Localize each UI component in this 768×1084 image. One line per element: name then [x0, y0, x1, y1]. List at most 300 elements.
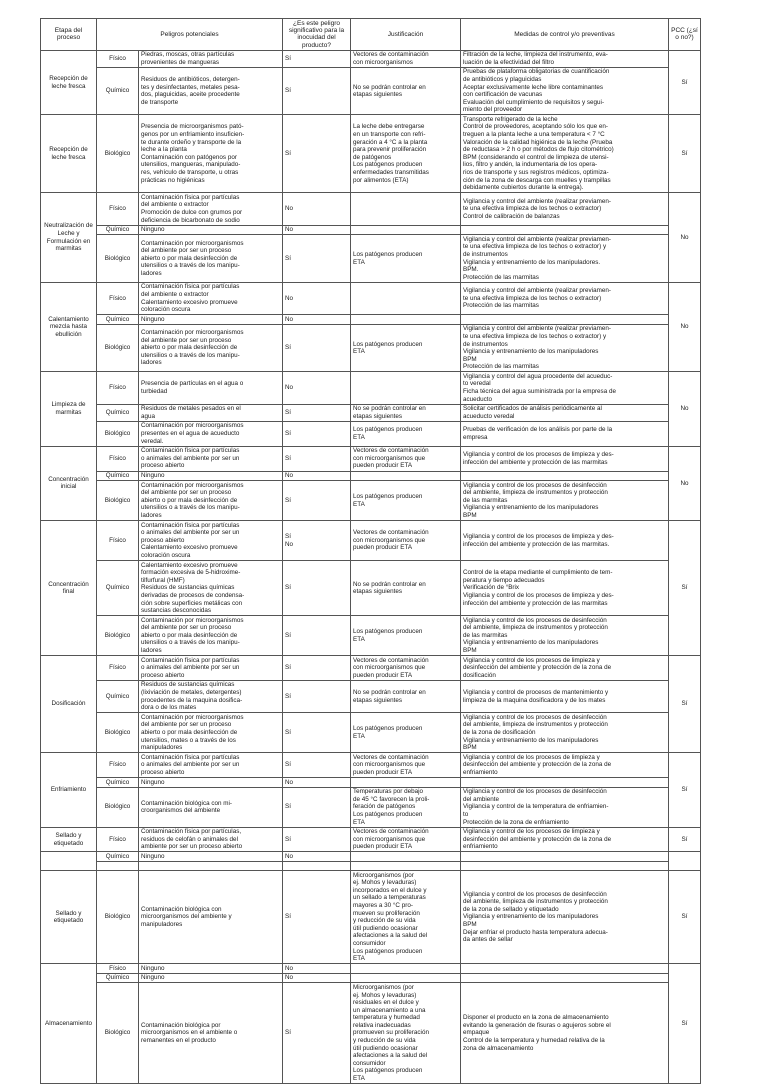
justification-cell-line: promueven su proliferación: [353, 1029, 429, 1037]
hazard-description-cell: [139, 372, 283, 404]
stage-cell: Sellado y etiquetado: [41, 871, 97, 964]
hazard-description-cell-line: Presencia de partículas en el agua o: [141, 380, 244, 388]
hazard-type-cell: Biológico: [97, 983, 139, 1084]
justification-cell-line: No se podrán controlar en: [353, 580, 426, 588]
control-measures-cell-line: BPM (considerando el control de limpieza de utensi-: [463, 153, 609, 161]
hazard-description-cell-line: Contaminación por microorganismos: [141, 239, 244, 247]
hazard-description-cell-line: del ambiente por ser un proceso: [141, 624, 232, 632]
hazard-description-cell-line: Piedras, moscas, otras partículas: [141, 51, 235, 59]
control-measures-cell-line: Pruebas de plataforma obligatorias de cuantificación: [463, 68, 610, 76]
justification-cell-line: Vectores de contaminación: [353, 447, 429, 455]
significance-cell: [283, 471, 351, 481]
justification-cell: [351, 446, 461, 471]
significance-cell: [283, 753, 351, 778]
hazard-type-cell: Físico: [97, 753, 139, 778]
justification-cell-line: pueden producir ETA: [353, 671, 413, 679]
control-measures-cell-line: luación de la efectividad del filtro: [463, 58, 555, 66]
control-measures-cell-line: Vigilancia y control del ambiente (realizar previamen-: [463, 325, 611, 333]
header-measures: Medidas de control y/o preventivas: [461, 19, 669, 51]
control-measures-cell-line: de la zona de sellado y etiquetado: [463, 905, 559, 913]
control-measures-cell-line: de instrumentos: [463, 250, 508, 258]
hazard-description-cell: [139, 862, 283, 871]
justification-cell: [351, 193, 461, 225]
control-measures-cell-line: del ambiente, limpieza de instrumentos y protección: [463, 721, 608, 729]
hazard-type-cell: Físico: [97, 282, 139, 314]
significance-cell-line: No: [285, 778, 294, 786]
significance-cell-line: No: [285, 472, 294, 479]
hazard-type-cell: Biológico: [97, 324, 139, 372]
hazard-description-cell-line: del ambiente o extractor: [141, 201, 209, 209]
hazard-description-cell-line: Contaminación biológica por: [141, 1021, 221, 1029]
hazard-description-cell: [139, 827, 283, 852]
control-measures-cell-line: Vigilancia y control de los procesos de limpieza y: [463, 656, 600, 664]
control-measures-cell-line: Vigilancia y entrenamiento de los manipuladores: [463, 348, 599, 356]
control-measures-cell-line: Control de la etapa mediante el cumplimiento de tem-: [463, 569, 613, 577]
hazard-description-cell-line: Contaminación con patógenos por: [141, 153, 237, 161]
justification-cell-line: No se podrán controlar en: [353, 689, 426, 697]
hazard-type-cell: Físico: [97, 50, 139, 67]
justification-cell-line: pueden producir ETA: [353, 462, 413, 470]
justification-cell-line: Vectores de contaminación: [353, 753, 429, 761]
significance-cell-line: No: [285, 852, 294, 860]
hazard-description-cell: [139, 871, 283, 964]
justification-cell-line: de patógenos: [353, 153, 392, 161]
justification-cell-line: No se podrán controlar en: [353, 83, 426, 91]
control-measures-cell-line: BPM: [463, 647, 477, 655]
justification-cell: [351, 616, 461, 656]
hazard-description-cell-line: dora o de los mates: [141, 704, 197, 712]
hazard-type-cell: Químico: [97, 680, 139, 712]
control-measures-cell-line: infección del ambiente y protección de las marmitas.: [463, 540, 610, 548]
hazard-description-cell: [139, 315, 283, 325]
justification-cell: [351, 315, 461, 325]
control-measures-cell-line: Vigilancia y control de los procesos de limpieza y des-: [463, 532, 614, 540]
stage-cell: Limpieza de marmitas: [41, 372, 97, 446]
control-measures-cell-line: del ambiente, limpieza de instrumentos y protección: [463, 489, 608, 497]
hazard-description-cell-line: o animales del ambiente por ser un: [141, 664, 240, 672]
significance-cell: [283, 372, 351, 404]
control-measures-cell: [461, 680, 669, 712]
stage-cell: [41, 852, 97, 871]
significance-cell: [283, 193, 351, 225]
table-row: [41, 225, 701, 235]
control-measures-cell: [461, 973, 669, 983]
control-measures-cell-line: BPM: [463, 744, 477, 752]
hazard-description-cell-line: ladores: [141, 359, 162, 367]
control-measures-cell-line: peratura y tiempo adecuados: [463, 576, 545, 584]
hazard-description-cell: [139, 852, 283, 862]
control-measures-cell-line: Disponer el producto en la zona de almacenamiento: [463, 1014, 609, 1022]
control-measures-cell: [461, 225, 669, 235]
hazard-description-cell-line: Contaminación biológica con mi-: [141, 799, 233, 807]
control-measures-cell: [461, 521, 669, 561]
significance-cell: [283, 324, 351, 372]
significance-cell: [283, 656, 351, 681]
control-measures-cell-line: Control de la temperatura y humedad relativa de la: [463, 1037, 605, 1045]
control-measures-cell-line: de las marmitas: [463, 496, 508, 504]
justification-cell-line: útil pudiendo ocasionar: [353, 1044, 418, 1052]
justification-cell-line: ej. Mohos y levaduras): [353, 879, 417, 887]
hazard-description-cell: [139, 67, 283, 115]
control-measures-cell: [461, 481, 669, 521]
table-row: [41, 421, 701, 446]
justification-cell-line: Los patógenos producen: [353, 947, 423, 955]
hazard-description-cell-line: abierto o por mala desinfección de: [141, 729, 238, 736]
hazard-description-cell-line: Contaminación por microorganismos: [141, 713, 244, 721]
hazard-description-cell-line: leche a la planta: [141, 146, 187, 154]
stage-cell: Calentamiento mezcla hasta ebullición: [41, 282, 97, 372]
justification-cell-line: y reducción de su vida: [353, 917, 416, 925]
hazard-description-cell-line: coloración oscura: [141, 306, 191, 314]
control-measures-cell-line: dosificación: [463, 671, 496, 679]
justification-cell-line: consumidor: [353, 1059, 386, 1067]
stage-cell: Sellado y etiquetado: [41, 827, 97, 852]
control-measures-cell-line: Vigilancia y control de los procesos de limpieza y des-: [463, 451, 614, 459]
hazard-type-cell: Físico: [97, 446, 139, 471]
hazard-type-cell: Químico: [97, 778, 139, 788]
table-row: [41, 372, 701, 404]
control-measures-cell-line: rios de transporte y sus registros médicos, optimiza-: [463, 169, 609, 177]
control-measures-cell-line: Filtración de la leche, limpieza del instrumento, eva-: [463, 51, 608, 59]
hazard-description-cell-line: o animales del ambiente por ser un: [141, 454, 240, 462]
control-measures-cell-line: Vigilancia y control del ambiente (realizar previamen-: [463, 197, 611, 205]
justification-cell-line: de 45 °C favorecen la proli-: [353, 795, 430, 803]
table-row: [41, 481, 701, 521]
control-measures-cell-line: de instrumentos: [463, 340, 508, 348]
justification-cell-line: incorporados en el dulce y: [353, 886, 427, 894]
pcc-cell: Sí: [669, 656, 701, 753]
table-row: [41, 282, 701, 314]
justification-cell-line: ETA: [353, 433, 365, 441]
control-measures-cell-line: enfriamiento: [463, 768, 498, 776]
significance-cell-line: Sí: [285, 532, 291, 540]
control-measures-cell: [461, 964, 669, 974]
justification-cell: [351, 713, 461, 753]
table-row: [41, 235, 701, 283]
hazard-description-cell: [139, 983, 283, 1084]
hazard-description-cell-line: Contaminación física por partículas,: [141, 828, 242, 836]
hazard-type-cell: Biológico: [97, 481, 139, 521]
control-measures-cell-line: Ficha técnica del agua suministrada por la empresa de: [463, 388, 616, 396]
hazard-type-cell: Físico: [97, 372, 139, 404]
control-measures-cell-line: te una efectiva limpieza de los techos o extractor) y: [463, 243, 607, 251]
hazard-description-cell-line: del ambiente por ser un proceso: [141, 721, 232, 729]
justification-cell-line: con microorganismos: [353, 58, 413, 66]
hazard-description-cell-line: abierto o por mala desinfección de: [141, 254, 238, 262]
hazard-description-cell-line: Contaminación por microorganismos: [141, 422, 244, 430]
significance-cell-line: Sí: [285, 344, 291, 352]
control-measures-cell-line: Vigilancia y control del ambiente (realizar previamen-: [463, 287, 611, 295]
control-measures-cell-line: Vigilancia y control de los procesos de desinfección: [463, 713, 607, 721]
hazard-description-cell-line: Contaminación física por partículas: [141, 521, 240, 529]
hazard-description-cell-line: te durante ordeño y transporte de la: [141, 138, 242, 146]
hazard-description-cell-line: del ambiente o extractor: [141, 290, 209, 298]
control-measures-cell-line: Transporte refrigerado de la leche: [463, 115, 558, 123]
table-row: [41, 983, 701, 1084]
significance-cell-line: Sí: [285, 761, 291, 769]
hazard-description-cell-line: Promoción de dulce con grumos por: [141, 209, 243, 216]
control-measures-cell-line: debidamente cubiertos durante la entrega).: [463, 184, 584, 192]
control-measures-cell-line: de las marmitas: [463, 631, 508, 639]
hazard-description-cell-line: Ninguno: [141, 226, 165, 234]
hazard-description-cell: [139, 324, 283, 372]
significance-cell: [283, 680, 351, 712]
significance-cell-line: Sí: [285, 803, 291, 811]
hazard-description-cell-line: presentes en el agua de acueducto: [141, 430, 240, 438]
hazard-description-cell-line: dos, plaguicidas, aceite procedente: [141, 91, 240, 99]
justification-cell-line: con microorganismos que: [353, 761, 426, 769]
control-measures-cell: [461, 471, 669, 481]
justification-cell-line: ETA: [353, 1075, 365, 1083]
header-hazards: Peligros potenciales: [97, 19, 283, 51]
hazard-type-cell: Biológico: [97, 421, 139, 446]
hazard-description-cell-line: Contaminación física por partículas: [141, 447, 240, 455]
control-measures-cell-line: desinfección del ambiente y protección de la zona de: [463, 835, 612, 843]
table-row: [41, 862, 701, 871]
hazard-description-cell-line: utensilios o a través de los manipu-: [141, 262, 240, 270]
significance-cell: [283, 827, 351, 852]
pcc-cell: Sí: [669, 964, 701, 1084]
hazard-description-cell-line: ladores: [141, 269, 162, 277]
hazard-description-cell-line: Ninguno: [141, 778, 165, 786]
control-measures-cell-line: Valoración de la calidad higiénica de la leche (Prueba: [463, 138, 613, 146]
justification-cell-line: útil pudiendo ocasionar: [353, 924, 418, 932]
header-pcc: PCC (¿sí o no?): [669, 19, 701, 51]
justification-cell: [351, 852, 461, 862]
hazard-description-cell-line: Ninguno: [141, 974, 165, 982]
control-measures-cell-line: de reductasa > 2 h o por métodos de flujo citométrico): [463, 146, 614, 154]
hazard-type-cell: Químico: [97, 67, 139, 115]
control-measures-cell-line: Control de calibración de balanzas: [463, 212, 560, 220]
justification-cell-line: Los patógenos producen: [353, 426, 423, 434]
hazard-description-cell-line: proceso abierto: [141, 536, 185, 544]
justification-cell-line: etapas siguientes: [353, 412, 403, 420]
significance-cell: [283, 235, 351, 283]
control-measures-cell-line: te una efectiva limpieza de los techos o extractor): [463, 294, 602, 302]
control-measures-cell-line: Vigilancia y control de los procesos de desinfección: [463, 788, 607, 796]
hazard-description-cell-line: Residuos de sustancias químicas: [141, 584, 235, 592]
justification-cell: [351, 50, 461, 67]
hazard-description-cell-line: Residuos de antibióticos, detergen-: [141, 75, 240, 83]
control-measures-cell: [461, 753, 669, 778]
control-measures-cell: [461, 404, 669, 421]
justification-cell-line: relativa inadecuadas: [353, 1021, 411, 1029]
control-measures-cell-line: Vigilancia y control del agua procedente del acueduc-: [463, 372, 613, 380]
control-measures-cell-line: Protección de la zona de enfriamiento: [463, 818, 569, 826]
control-measures-cell-line: Vigilancia y control de los procesos de desinfección: [463, 890, 607, 898]
justification-cell-line: mayores a 30 °C pro-: [353, 901, 413, 909]
control-measures-cell-line: infección del ambiente y protección de las marmitas: [463, 599, 608, 607]
control-measures-cell-line: Vigilancia y control del ambiente (realizar previamen-: [463, 235, 611, 243]
significance-cell-line: Sí: [285, 1029, 291, 1037]
hazard-description-cell: [139, 50, 283, 67]
justification-cell: [351, 67, 461, 115]
hazard-type-cell: Químico: [97, 225, 139, 235]
control-measures-cell: [461, 561, 669, 616]
justification-cell: [351, 324, 461, 372]
control-measures-cell-line: enfriamiento: [463, 843, 498, 851]
control-measures-cell-line: del ambiente: [463, 795, 500, 803]
justification-cell-line: residuales en el dulce y: [353, 999, 419, 1007]
justification-cell-line: Los patógenos producen: [353, 810, 423, 818]
hazard-type-cell: Biológico: [97, 616, 139, 656]
table-row: [41, 616, 701, 656]
hazard-description-cell-line: prácticas no higiénicas: [141, 176, 205, 184]
significance-cell: [283, 871, 351, 964]
hazard-description-cell-line: Contaminación física por partículas: [141, 283, 240, 291]
significance-cell-line: Sí: [285, 54, 291, 62]
significance-cell-line: Sí: [285, 664, 291, 672]
table-row: [41, 852, 701, 862]
control-measures-cell: [461, 871, 669, 964]
control-measures-cell-line: treguen a la planta leche a una temperatura < 7 °C: [463, 131, 605, 139]
significance-cell-line: No: [285, 540, 294, 548]
justification-cell-line: un almacenamiento a una: [353, 1006, 426, 1014]
hazard-description-cell: [139, 471, 283, 481]
hazard-type-cell: Biológico: [97, 115, 139, 193]
justification-cell-line: mueven su proliferación: [353, 909, 420, 917]
hazard-description-cell-line: microorganismos en el ambiente o: [141, 1029, 238, 1037]
justification-cell-line: feración de patógenos: [353, 803, 416, 811]
control-measures-cell: [461, 713, 669, 753]
justification-cell-line: un sellado a temperaturas: [353, 894, 426, 902]
hazard-description-cell-line: provenientes de mangueras: [141, 58, 220, 66]
control-measures-cell-line: zona de almacenamiento: [463, 1044, 534, 1052]
hazard-description-cell: [139, 446, 283, 471]
stage-cell: Concentración final: [41, 521, 97, 656]
significance-cell-line: No: [285, 964, 294, 972]
control-measures-cell: [461, 315, 669, 325]
hazard-description-cell-line: o animales del ambiente por ser un: [141, 529, 240, 537]
significance-cell-line: Sí: [285, 631, 291, 639]
control-measures-cell: [461, 282, 669, 314]
pcc-cell: Sí: [669, 521, 701, 656]
hazard-description-cell: [139, 713, 283, 753]
pcc-cell: Sí: [669, 871, 701, 964]
hazard-description-cell: [139, 421, 283, 446]
justification-cell-line: Los patógenos producen: [353, 161, 423, 169]
significance-cell-line: No: [285, 315, 294, 323]
hazard-description-cell-line: Ninguno: [141, 472, 165, 479]
table-row: [41, 973, 701, 983]
justification-cell-line: Los patógenos producen: [353, 250, 423, 258]
justification-cell-line: ej. Mohos y levaduras): [353, 991, 417, 999]
hazard-description-cell: [139, 193, 283, 225]
hazard-description-cell-line: manipuladores: [141, 920, 183, 928]
justification-cell-line: Vectores de contaminación: [353, 828, 429, 836]
justification-cell: [351, 471, 461, 481]
justification-cell-line: Los patógenos producen: [353, 340, 423, 348]
control-measures-cell: [461, 421, 669, 446]
stage-cell: Neutralización de Leche y Formulación en marmitas: [41, 193, 97, 283]
justification-cell-line: ETA: [353, 955, 365, 963]
significance-cell-line: No: [285, 974, 294, 982]
significance-cell: [283, 521, 351, 561]
hazard-type-cell: [97, 862, 139, 871]
justification-cell-line: La leche debe entregarse: [353, 123, 425, 131]
hazard-description-cell-line: del ambiente por ser un proceso: [141, 336, 232, 344]
control-measures-cell-line: Vigilancia y control de procesos de mantenimiento y: [463, 689, 609, 697]
significance-cell-line: Sí: [285, 692, 291, 700]
significance-cell: [283, 115, 351, 193]
control-measures-cell-line: Vigilancia y entrenamiento de los manipuladores: [463, 736, 599, 744]
control-measures-cell-line: Pruebas de verificación de los análisis por parte de la: [463, 426, 613, 434]
justification-cell-line: afectaciones a la salud del: [353, 932, 428, 940]
hazard-description-cell-line: tilfurfural (HMF): [141, 576, 185, 584]
justification-cell-line: con microorganismos que: [353, 454, 426, 462]
significance-cell: [283, 225, 351, 235]
control-measures-cell-line: Evaluación del cumplimiento de requisitos y segui-: [463, 98, 605, 106]
hazard-type-cell: Biológico: [97, 713, 139, 753]
justification-cell-line: etapas siguientes: [353, 588, 403, 596]
justification-cell-line: Vectores de contaminación: [353, 529, 429, 537]
justification-cell-line: consumidor: [353, 939, 386, 947]
justification-cell: [351, 481, 461, 521]
control-measures-cell: [461, 50, 669, 67]
control-measures-cell-line: acueducto veredal: [463, 412, 515, 420]
hazard-description-cell-line: Ninguno: [141, 315, 165, 323]
hazard-description-cell: [139, 481, 283, 521]
stage-cell: Recepción de leche fresca: [41, 50, 97, 115]
table-row: [41, 787, 701, 827]
significance-cell-line: No: [285, 384, 294, 392]
justification-cell: [351, 862, 461, 871]
control-measures-cell-line: Verificación de °Brix: [463, 584, 520, 592]
control-measures-cell-line: miento del proveedor: [463, 106, 523, 114]
control-measures-cell-line: acueducto: [463, 395, 493, 403]
hazard-type-cell: Químico: [97, 852, 139, 862]
hazard-description-cell-line: Contaminación por microorganismos: [141, 481, 244, 489]
hazard-type-cell: Biológico: [97, 787, 139, 827]
hazard-description-cell-line: microorganismos del ambiente y: [141, 913, 232, 921]
hazard-description-cell-line: deficiencia de bicarbonato de sodio: [141, 216, 240, 224]
hazard-description-cell-line: res, vehículo de transporte, u otras: [141, 169, 239, 177]
control-measures-cell-line: Vigilancia y control de la temperatura de enfriamien-: [463, 803, 609, 811]
significance-cell-line: Sí: [285, 87, 291, 95]
control-measures-cell-line: Aceptar exclusivamente leche libre contaminantes: [463, 83, 604, 91]
justification-cell: [351, 372, 461, 404]
justification-cell: [351, 404, 461, 421]
justification-cell: [351, 235, 461, 283]
pcc-cell: Sí: [669, 753, 701, 827]
control-measures-cell-line: limpieza de la maquina dosificadora y de los mates: [463, 696, 606, 704]
hazard-description-cell: [139, 115, 283, 193]
justification-cell: [351, 983, 461, 1084]
justification-cell: [351, 421, 461, 446]
control-measures-cell: [461, 983, 669, 1084]
control-measures-cell: [461, 656, 669, 681]
table-row: [41, 471, 701, 481]
control-measures-cell-line: con certificación de vacunas: [463, 91, 543, 99]
hazard-description-cell-line: Contaminación por microorganismos: [141, 329, 244, 337]
justification-cell-line: etapas siguientes: [353, 91, 403, 99]
control-measures-cell-line: evitando la generación de fisuras o agujeros sobre el: [463, 1021, 611, 1029]
control-measures-cell: [461, 778, 669, 788]
table-row: [41, 778, 701, 788]
control-measures-cell-line: Vigilancia y entrenamiento de los manipuladores: [463, 913, 599, 921]
table-row: [41, 50, 701, 67]
hazard-type-cell: Químico: [97, 973, 139, 983]
stage-cell: Almacenamiento: [41, 964, 97, 1084]
hazard-description-cell-line: proceso abierto: [141, 768, 185, 776]
hazard-description-cell-line: manipuladores: [141, 744, 183, 752]
justification-cell-line: ETA: [353, 258, 365, 266]
hazard-description-cell-line: ladores: [141, 511, 162, 519]
control-measures-cell-line: Protección de las marmitas: [463, 273, 539, 281]
hazard-description-cell-line: veredal.: [141, 437, 164, 445]
justification-cell-line: enfermedades transmitidas: [353, 169, 429, 177]
control-measures-cell-line: Control de proveedores, aceptando sólo los que en-: [463, 123, 608, 131]
